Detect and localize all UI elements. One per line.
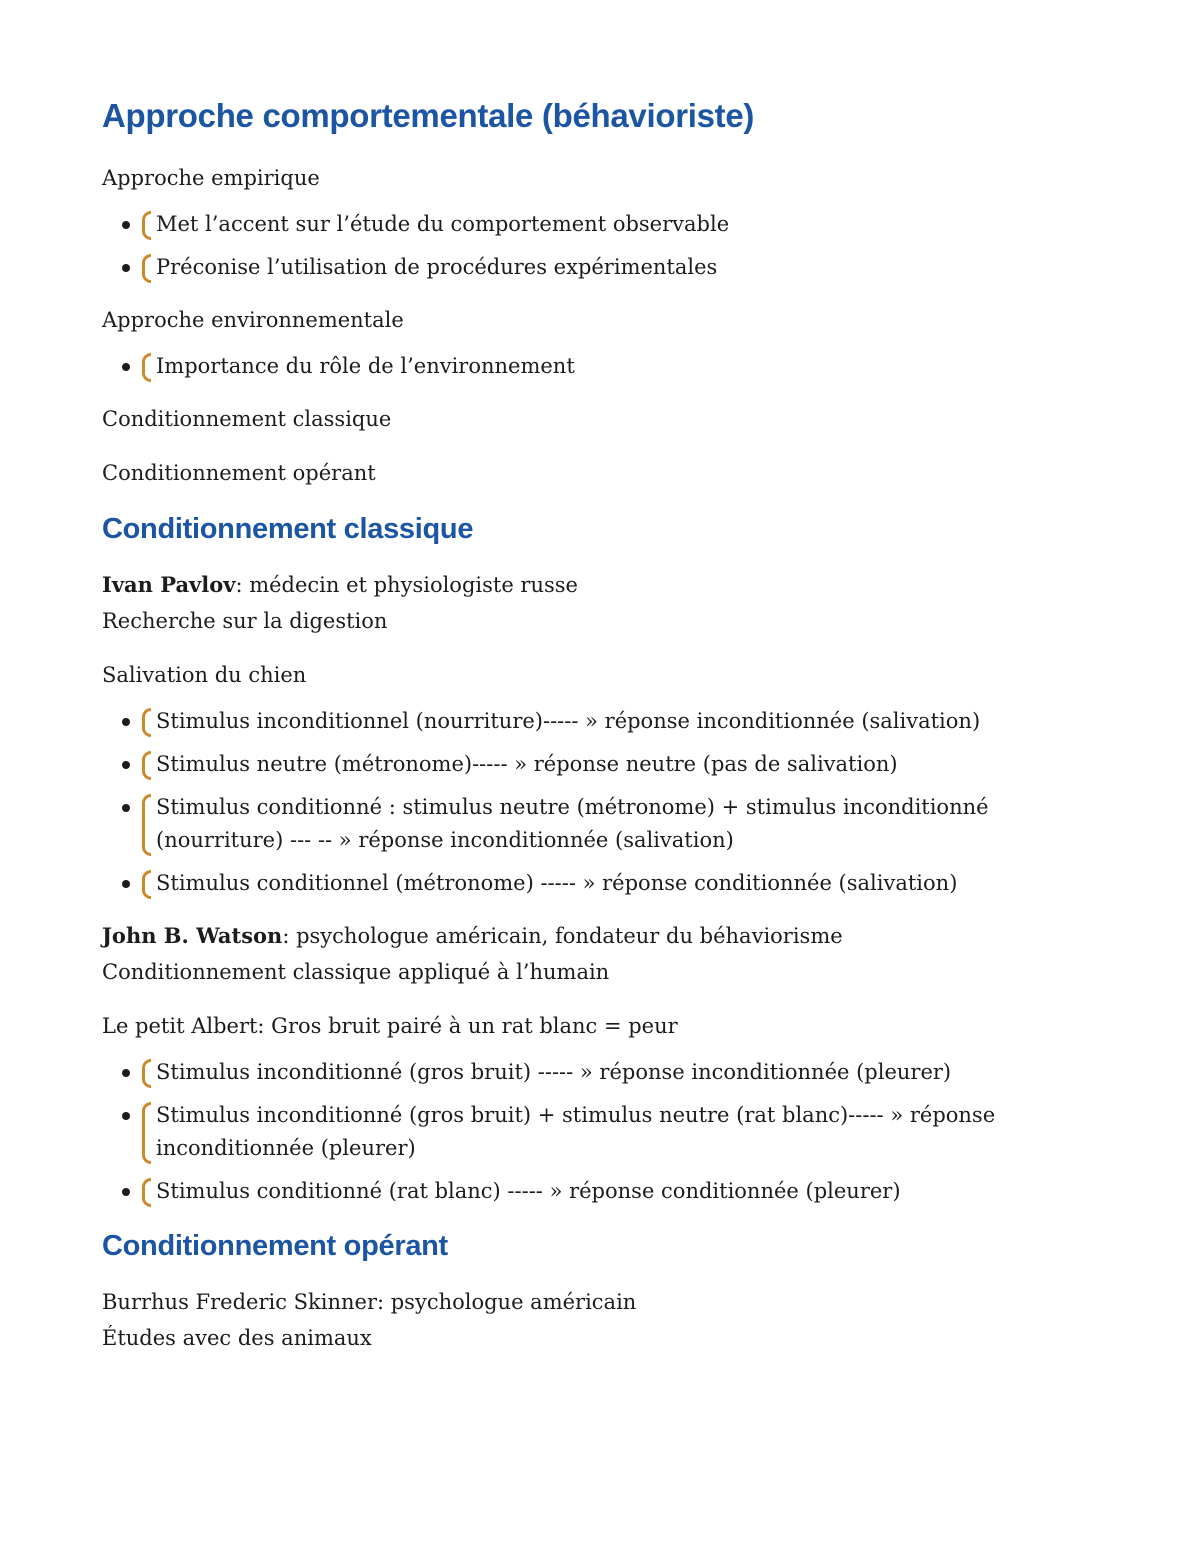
document-page <box>102 94 1102 1356</box>
watson-name: John B. Watson <box>102 923 283 948</box>
bullet-icon <box>122 221 130 229</box>
bullet-icon <box>122 761 130 769</box>
bracket-marker-icon <box>142 1102 151 1164</box>
bracket-marker-icon <box>142 870 151 899</box>
salivation-list <box>102 705 1102 900</box>
bracket-marker-icon <box>142 794 151 856</box>
line-operant: Conditionnement opérant <box>102 461 376 485</box>
list-item: Stimulus inconditionné (gros bruit) + stimulus neutre (rat blanc)----- » réponse inconditionnée (pleurer) <box>102 1099 1102 1165</box>
page-title: Approche comportementale (béhavioriste) <box>102 97 755 134</box>
list-item: Importance du rôle de l’environnement <box>102 350 1102 383</box>
section-heading-classique: Conditionnement classique <box>102 513 474 545</box>
list-item: Stimulus neutre (métronome)----- » réponse neutre (pas de salivation) <box>102 748 1102 781</box>
pavlov-desc: : médecin et physiologiste russe <box>235 573 578 597</box>
bracket-marker-icon <box>142 751 151 780</box>
bracket-marker-icon <box>142 1178 151 1207</box>
list-item: Stimulus inconditionné (gros bruit) ----- » réponse inconditionnée (pleurer) <box>102 1056 1102 1089</box>
pavlov-line <box>102 567 1102 603</box>
skinner-line: Burrhus Frederic Skinner: psychologue américain <box>102 1290 637 1314</box>
environnementale-list <box>102 350 1102 383</box>
bullet-icon <box>122 880 130 888</box>
bracket-marker-icon <box>142 1059 151 1088</box>
bracket-marker-icon <box>142 211 151 240</box>
bullet-icon <box>122 1112 130 1120</box>
empirique-heading: Approche empirique <box>102 166 320 190</box>
bracket-marker-icon <box>142 254 151 283</box>
watson-applied: Conditionnement classique appliqué à l’humain <box>102 960 610 984</box>
list-item: Préconise l’utilisation de procédures expérimentales <box>102 251 1102 284</box>
environnementale-heading: Approche environnementale <box>102 308 404 332</box>
empirique-list <box>102 208 1102 284</box>
pavlov-research: Recherche sur la digestion <box>102 609 388 633</box>
bracket-marker-icon <box>142 708 151 737</box>
bullet-icon <box>122 1069 130 1077</box>
bullet-icon <box>122 264 130 272</box>
line-classique: Conditionnement classique <box>102 407 392 431</box>
albert-heading: Le petit Albert: Gros bruit pairé à un rat blanc = peur <box>102 1014 678 1038</box>
bullet-icon <box>122 804 130 812</box>
watson-line <box>102 918 1102 954</box>
pavlov-name: Ivan Pavlov <box>102 572 236 597</box>
list-item: Stimulus conditionné (rat blanc) ----- » réponse conditionnée (pleurer) <box>102 1175 1102 1208</box>
bullet-icon <box>122 1188 130 1196</box>
list-item: Stimulus conditionné : stimulus neutre (métronome) + stimulus inconditionné (nourriture) --- -- » réponse inconditionnée (salivation) <box>102 791 1102 857</box>
list-item: Stimulus conditionnel (métronome) ----- » réponse conditionnée (salivation) <box>102 867 1102 900</box>
bullet-icon <box>122 363 130 371</box>
albert-list <box>102 1056 1102 1208</box>
bullet-icon <box>122 718 130 726</box>
list-item: Stimulus inconditionnel (nourriture)----- » réponse inconditionnée (salivation) <box>102 705 1102 738</box>
etudes-line: Études avec des animaux <box>102 1326 372 1350</box>
list-item: Met l’accent sur l’étude du comportement observable <box>102 208 1102 241</box>
bracket-marker-icon <box>142 353 151 382</box>
watson-desc: : psychologue américain, fondateur du béhaviorisme <box>282 924 843 948</box>
salivation-heading: Salivation du chien <box>102 663 307 687</box>
section-heading-operant: Conditionnement opérant <box>102 1230 448 1262</box>
